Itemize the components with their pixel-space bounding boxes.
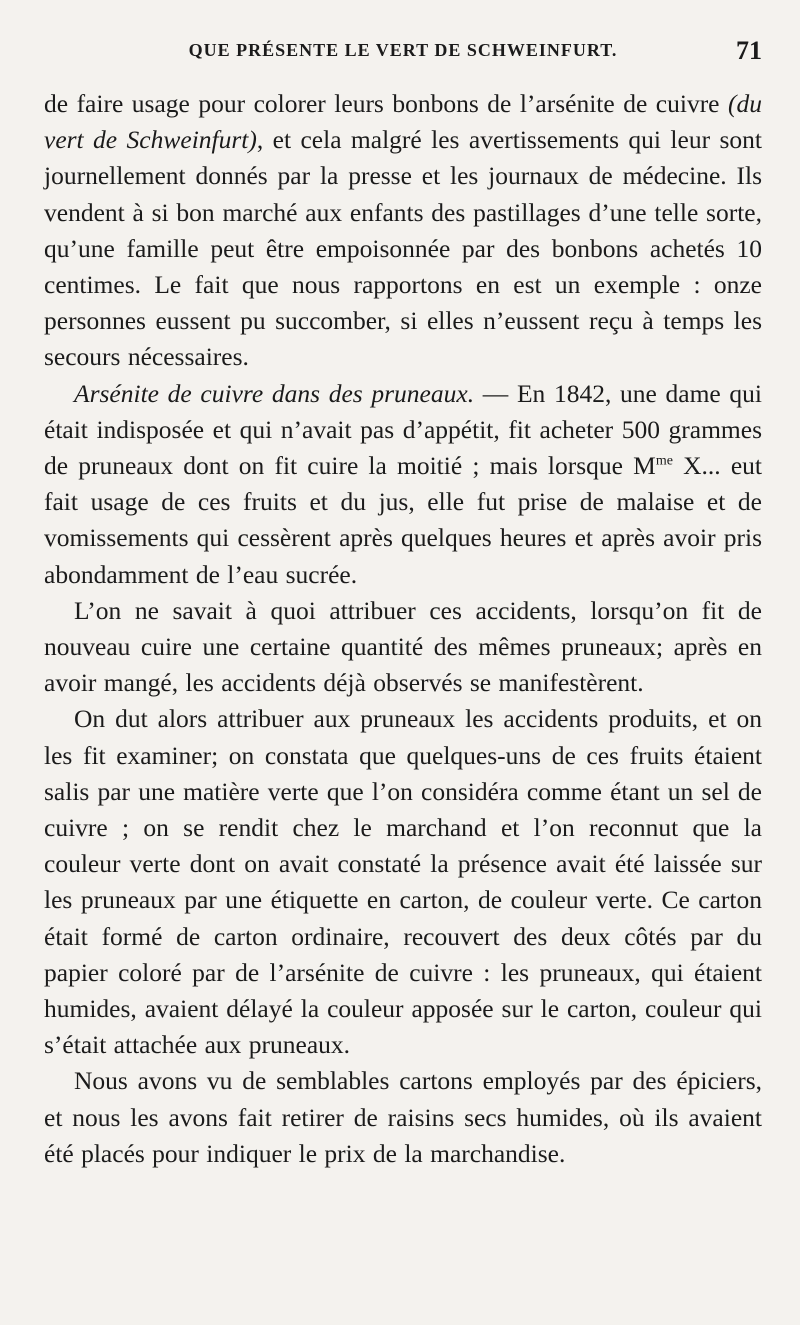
paragraph-3 bbox=[44, 593, 762, 702]
paragraph-5-text: Nous avons vu de semblables cartons employés par des épiciers, et nous les avons fait retirer de raisins secs humides, où ils avaient été placés pour indiquer le prix de la marchandise. bbox=[44, 1066, 762, 1168]
paragraph-5 bbox=[44, 1063, 762, 1172]
page-header bbox=[44, 36, 762, 70]
running-title: QUE PRÉSENTE LE VERT DE SCHWEINFURT. bbox=[188, 40, 618, 60]
paragraph-3-text: L’on ne savait à quoi attribuer ces accidents, lorsqu’on fit de nouveau cuire une certaine quantité des mêmes pruneaux; après en avoir mangé, les accidents déjà observés se manifestèrent. bbox=[44, 595, 762, 698]
paragraph-1 bbox=[44, 86, 762, 376]
paragraph-1-text-b: , et cela malgré les avertissements qui leur sont journellement donnés par la presse et les journaux de médecine. Ils vendent à si bon marché aux enfants des pastillages d’une telle sorte, qu’une famille peut être empoisonnée par des bonbons achetés 10 centimes. Le fait que nous rapportons en est un exemple : onze personnes eussent pu succomber, si elles n’eussent reçu à temps les secours nécessaires. bbox=[44, 125, 762, 372]
paragraph-4 bbox=[44, 701, 762, 1063]
paragraph-1-italic: (du vert de Schweinfurt) bbox=[44, 89, 762, 155]
superscript-me: me bbox=[655, 453, 673, 469]
paragraph-4-text: On dut alors attribuer aux pruneaux les accidents produits, et on les fit examiner; on constata que quelques-uns de ces fruits étaient salis par une matière verte que l’on considéra comme étant un sel de cuivre ; on se rendit chez le marchand et l’on reconnut que la couleur verte dont on avait constaté la présence avait été laissée sur les pruneaux par une étiquette en carton, de couleur verte. Ce carton était formé de carton ordinaire, recouvert des deux côtés par du papier coloré par de l’arsénite de cuivre : les pruneaux, qui étaient humides, avaient délayé la couleur apposée sur le carton, couleur qui s’était attachée aux pruneaux. bbox=[44, 704, 762, 1060]
section-heading-italic: Arsénite de cuivre dans des pruneaux. bbox=[74, 378, 475, 408]
page-number: 71 bbox=[736, 36, 762, 65]
paragraph-2-text-a: — En 1842, une dame qui était indisposée et qui n’avait pas d’appétit, fit acheter 500 grammes de pruneaux dont on fit cuire la moitié ; mais lorsque M bbox=[44, 378, 762, 481]
body-text bbox=[44, 86, 762, 1172]
paragraph-1-text-a: de faire usage pour colorer leurs bonbons de l’arsénite de cuivre bbox=[44, 89, 728, 118]
paragraph-2 bbox=[44, 376, 762, 593]
paragraph-2-text-b: X... eut fait usage de ces fruits et du jus, elle fut prise de malaise et de vomissements qui cessèrent après quelques heures et après avoir pris abondamment de l’eau sucrée. bbox=[44, 451, 762, 589]
